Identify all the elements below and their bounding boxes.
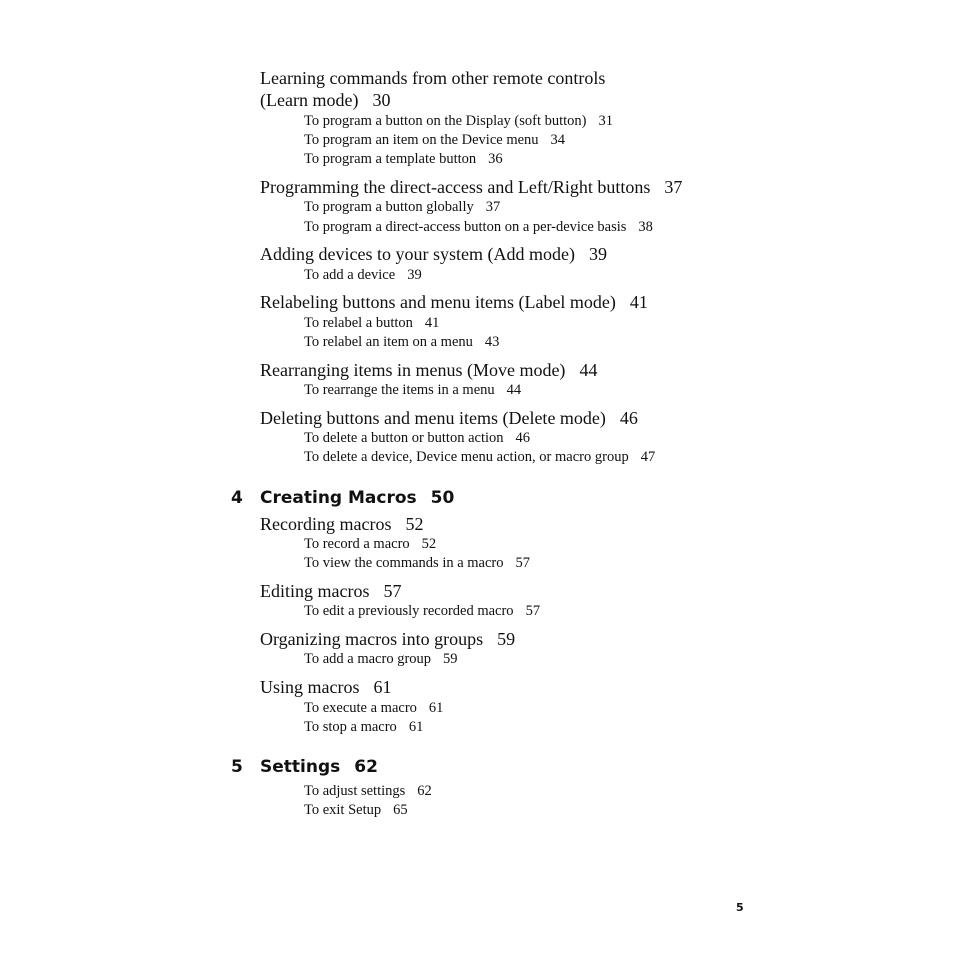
page-number: 57 — [383, 581, 402, 601]
section-title: Relabeling buttons and menu items (Label mode) — [260, 292, 616, 312]
entry-title: To edit a previously recorded macro — [304, 603, 514, 619]
section-title: Recording macros — [260, 514, 392, 534]
toc-section-delete-mode — [260, 407, 638, 429]
page-number: 61 — [373, 677, 392, 697]
toc-entry — [304, 112, 613, 131]
page-number: 34 — [550, 132, 566, 148]
page-number: 37 — [485, 199, 501, 215]
toc-entry — [304, 429, 530, 448]
toc-entry — [304, 333, 499, 352]
entry-title: To adjust settings — [304, 783, 406, 799]
toc-section-add-mode — [260, 243, 607, 265]
entry-title: To exit Setup — [304, 802, 382, 818]
page-number: 62 — [354, 757, 378, 777]
toc-entry — [304, 266, 422, 285]
page-number: 65 — [393, 802, 408, 818]
page-number: 44 — [506, 382, 522, 398]
page-number: 39 — [407, 267, 422, 283]
page-number: 37 — [664, 177, 683, 197]
toc-entry — [304, 131, 565, 150]
entry-title: To program a template button — [304, 151, 477, 167]
page-number: 41 — [424, 315, 440, 331]
page-number: 44 — [579, 360, 598, 380]
page-number: 61 — [428, 700, 444, 716]
toc-entry — [304, 218, 653, 237]
page-number: 46 — [619, 408, 638, 428]
toc-entry — [304, 535, 436, 554]
section-title: Deleting buttons and menu items (Delete mode) — [260, 408, 606, 428]
chapter-number: 5 — [231, 757, 243, 777]
page-number: 47 — [640, 449, 656, 465]
section-title: Adding devices to your system (Add mode) — [260, 244, 575, 264]
toc-entry — [304, 699, 443, 718]
toc-chapter-settings — [260, 756, 378, 778]
entry-title: To delete a device, Device menu action, or macro group — [304, 449, 629, 465]
entry-title: To view the commands in a macro — [304, 555, 504, 571]
toc-entry — [304, 314, 439, 333]
section-title: Learning commands from other remote controls — [260, 68, 606, 88]
toc-section-editing-macros — [260, 580, 401, 602]
page-number: 61 — [408, 719, 424, 735]
entry-title: To program a direct-access button on a per-device basis — [304, 219, 627, 235]
chapter-number: 4 — [231, 488, 243, 508]
toc-entry — [304, 602, 540, 621]
toc-section-recording-macros — [260, 513, 423, 535]
entry-title: To program a button on the Display (soft button) — [304, 113, 587, 129]
chapter-title: Creating Macros — [260, 488, 417, 508]
entry-title: To rearrange the items in a menu — [304, 382, 495, 398]
entry-title: To add a macro group — [304, 651, 432, 667]
page-number: 57 — [515, 555, 531, 571]
toc-section-using-macros — [260, 676, 391, 698]
entry-title: To program a button globally — [304, 199, 474, 215]
entry-title: To stop a macro — [304, 719, 397, 735]
chapter-title: Settings — [260, 757, 341, 777]
toc-section-learn-mode — [260, 67, 605, 89]
page-number: 38 — [638, 219, 653, 235]
toc-entry — [304, 381, 521, 400]
toc-section-organizing-macros — [260, 628, 515, 650]
page-number: 50 — [430, 488, 455, 508]
section-title: Editing macros — [260, 581, 370, 601]
page-number: 52 — [421, 536, 437, 552]
entry-title: To delete a button or button action — [304, 430, 504, 446]
toc-section-move-mode — [260, 359, 597, 381]
page-number: 59 — [443, 651, 458, 667]
section-title-cont: (Learn mode) — [260, 90, 359, 110]
toc-entry — [304, 198, 500, 217]
toc-entry — [304, 650, 458, 669]
page-number: 41 — [629, 292, 648, 312]
page-number: 39 — [588, 244, 607, 264]
entry-title: To add a device — [304, 267, 396, 283]
section-title: Programming the direct-access and Left/Right buttons — [260, 177, 651, 197]
toc-section-label-mode — [260, 291, 648, 313]
entry-title: To program an item on the Device menu — [304, 132, 539, 148]
toc-entry — [304, 448, 655, 467]
page-number: 43 — [484, 334, 500, 350]
toc-entry — [304, 718, 423, 737]
page-folio: 5 — [736, 901, 744, 914]
toc-entry — [304, 554, 530, 573]
toc-chapter-creating-macros — [260, 487, 454, 509]
entry-title: To execute a macro — [304, 700, 417, 716]
entry-title: To relabel an item on a menu — [304, 334, 473, 350]
toc-entry — [304, 782, 432, 801]
toc-entry — [304, 150, 503, 169]
page-number: 57 — [525, 603, 541, 619]
section-title: Using macros — [260, 677, 360, 697]
page-number: 36 — [488, 151, 503, 167]
toc-section-learn-mode-cont — [260, 89, 390, 111]
page-number: 62 — [417, 783, 432, 799]
page-number: 30 — [372, 90, 391, 110]
page-number: 59 — [497, 629, 516, 649]
page-number: 52 — [405, 514, 424, 534]
entry-title: To relabel a button — [304, 315, 413, 331]
page-number: 31 — [598, 113, 613, 129]
section-title: Rearranging items in menus (Move mode) — [260, 360, 566, 380]
section-title: Organizing macros into groups — [260, 629, 484, 649]
toc-section-programming — [260, 176, 682, 198]
entry-title: To record a macro — [304, 536, 410, 552]
page-number: 46 — [515, 430, 531, 446]
toc-entry — [304, 801, 408, 820]
